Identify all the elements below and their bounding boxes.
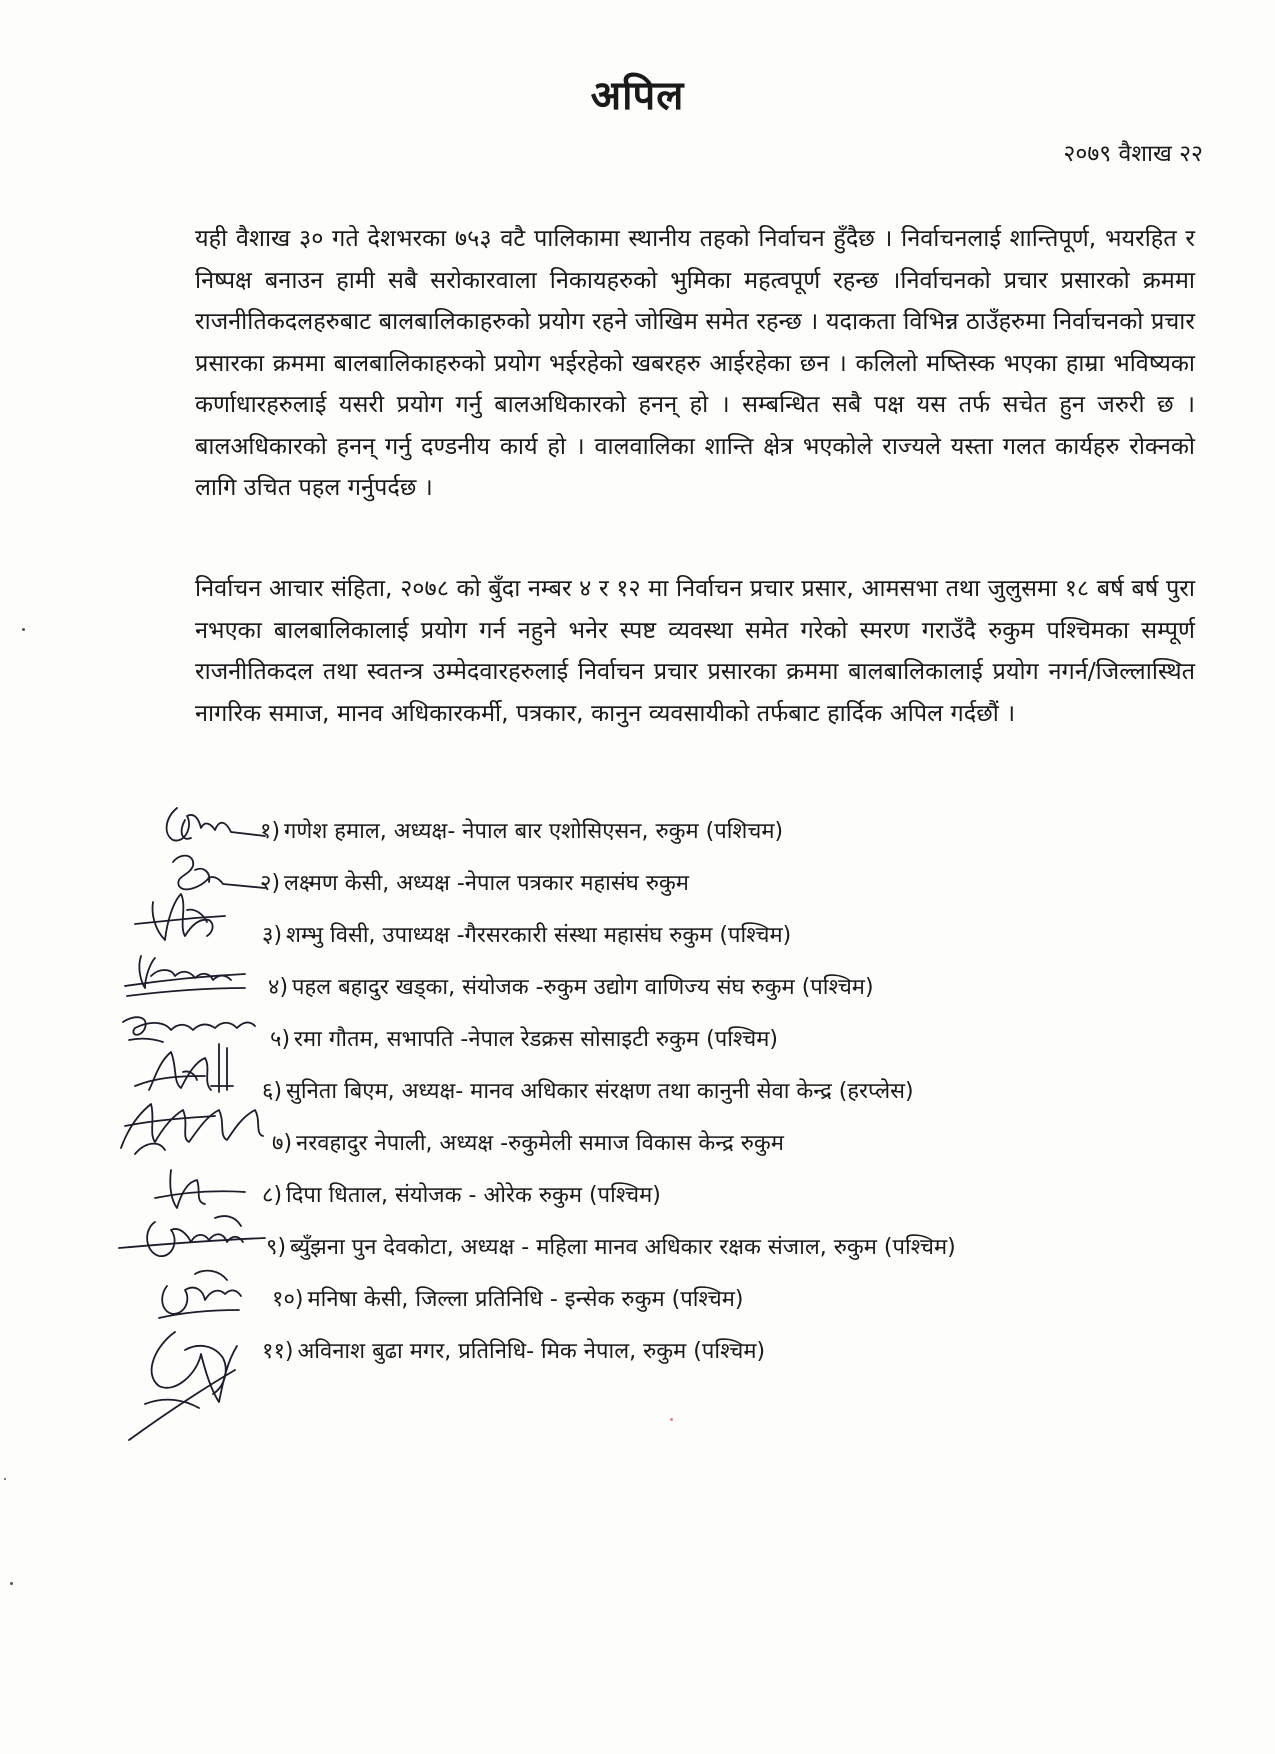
signatory-text: मनिषा केसी, जिल्ला प्रतिनिधि - इन्सेक रुकुम (पश्चिम)	[307, 1287, 744, 1312]
list-item	[260, 1014, 1160, 1066]
list-item	[260, 1326, 1160, 1378]
document-title: अपिल	[590, 73, 685, 119]
list-item	[260, 806, 1160, 858]
signatory-number: ११)	[262, 1339, 294, 1364]
list-item	[260, 1274, 1160, 1326]
signatory-text: शम्भु विसी, उपाध्यक्ष -गैरसरकारी संस्था महासंघ रुकुम (पश्चिम)	[286, 923, 792, 948]
signatory-list	[260, 806, 1160, 1378]
scan-speck	[22, 628, 25, 631]
list-item	[260, 1066, 1160, 1118]
signatory-number: १०)	[272, 1287, 304, 1312]
signatory-text: लक्ष्मण केसी, अध्यक्ष -नेपाल पत्रकार महासंघ रुकुम	[284, 871, 689, 896]
scan-speck	[670, 1418, 673, 1421]
paragraph-1: यही वैशाख ३० गते देशभरका ७५३ वटै पालिकामा स्थानीय तहको निर्वाचन हुँदैछ । निर्वाचनलाई शान्तिपूर्ण, भयरहित र निष्पक्ष बनाउन हामी सबै सरोकारवाला निकायहरुको भुमिका महत्वपूर्ण रहन्छ ।निर्वाचनको प्रचार प्रसारको क्रममा राजनीतिकदलहरुबाट बालबालिकाहरुको प्रयोग रहने जोखिम समेत रहन्छ । यदाकता विभिन्न ठाउँहरुमा निर्वाचनको प्रचार प्रसारका क्रममा बालबालिकाहरुको प्रयोग भईरहेको खबरहरु आईरहेका छन । कलिलो मष्तिस्क भएका हाम्रा भविष्यका कर्णाधारहरुलाई यसरी प्रयोग गर्नु बालअधिकारको हनन् हो । सम्बन्धित सबै पक्ष यस तर्फ सचेत हुन जरुरी छ । बालअधिकारको हनन् गर्नु दण्डनीय कार्य हो । वालवालिका शान्ति क्षेत्र भएकोले राज्यले यस्ता गलत कार्यहरु रोक्नको लागि उचित पहल गर्नुपर्दछ ।	[195, 224, 1195, 501]
signatory-text: पहल बहादुर खड्का, संयोजक -रुकुम उद्योग वाणिज्य संघ रुकुम (पश्चिम)	[292, 975, 874, 1000]
signatory-number: ४)	[268, 975, 289, 1000]
signatory-text: दिपा धिताल, संयोजक - ओरेक रुकुम (पश्चिम)	[286, 1183, 661, 1208]
signatory-number: १)	[260, 819, 281, 844]
list-item	[260, 1118, 1160, 1170]
signatory-number: ५)	[270, 1027, 291, 1052]
list-item	[260, 1222, 1160, 1274]
signatory-text: अविनाश बुढा मगर, प्रतिनिधि- मिक नेपाल, रुकुम (पश्चिम)	[297, 1339, 766, 1364]
signatory-number: ३)	[262, 923, 283, 948]
signatory-number: ७)	[272, 1131, 293, 1156]
signatory-number: ६)	[262, 1079, 283, 1104]
signatory-text: गणेश हमाल, अध्यक्ष- नेपाल बार एशोसिएसन, रुकुम (पशिचम)	[284, 819, 784, 844]
signatory-text: सुनिता बिएम, अध्यक्ष- मानव अधिकार संरक्षण तथा कानुनी सेवा केन्द्र (हरप्लेस)	[286, 1079, 914, 1104]
list-item	[260, 1170, 1160, 1222]
signatory-number: २)	[260, 871, 281, 896]
signatory-number: ९)	[266, 1235, 287, 1260]
signatory-text: नरवहादुर नेपाली, अध्यक्ष -रुकुमेली समाज विकास केन्द्र रुकुम	[296, 1131, 784, 1156]
list-item	[260, 910, 1160, 962]
signatory-text: रमा गौतम, सभापति -नेपाल रेडक्रस सोसाइटी रुकुम (पश्चिम)	[294, 1027, 778, 1052]
scan-speck	[4, 1478, 6, 1480]
list-item	[260, 858, 1160, 910]
document-date: २०७९ वैशाख २२	[1063, 141, 1203, 167]
list-item	[260, 962, 1160, 1014]
signatory-number: ८)	[262, 1183, 283, 1208]
scan-speck	[10, 1582, 13, 1585]
signatory-text: ब्युँझना पुन देवकोटा, अध्यक्ष - महिला मानव अधिकार रक्षक संजाल, रुकुम (पश्चिम)	[290, 1235, 956, 1260]
paragraph-2: निर्वाचन आचार संहिता, २०७८ को बुँदा नम्बर ४ र १२ मा निर्वाचन प्रचार प्रसार, आमसभा तथा जुलुसमा १८ बर्ष बर्ष पुरा नभएका बालबालिकालाई प्रयोग गर्न नहुने भनेर स्पष्ट व्यवस्था समेत गरेको स्मरण गराउँदै रुकुम पश्चिमका सम्पूर्ण राजनीतिकदल तथा स्वतन्त्र उम्मेदवारहरुलाई निर्वाचन प्रचार प्रसारका क्रममा बालबालिकालाई प्रयोग नगर्न/जिल्लास्थित नागरिक समाज, मानव अधिकारकर्मी, पत्रकार, कानुन व्यवसायीको तर्फबाट हार्दिक अपिल गर्दछौं ।	[195, 574, 1195, 727]
